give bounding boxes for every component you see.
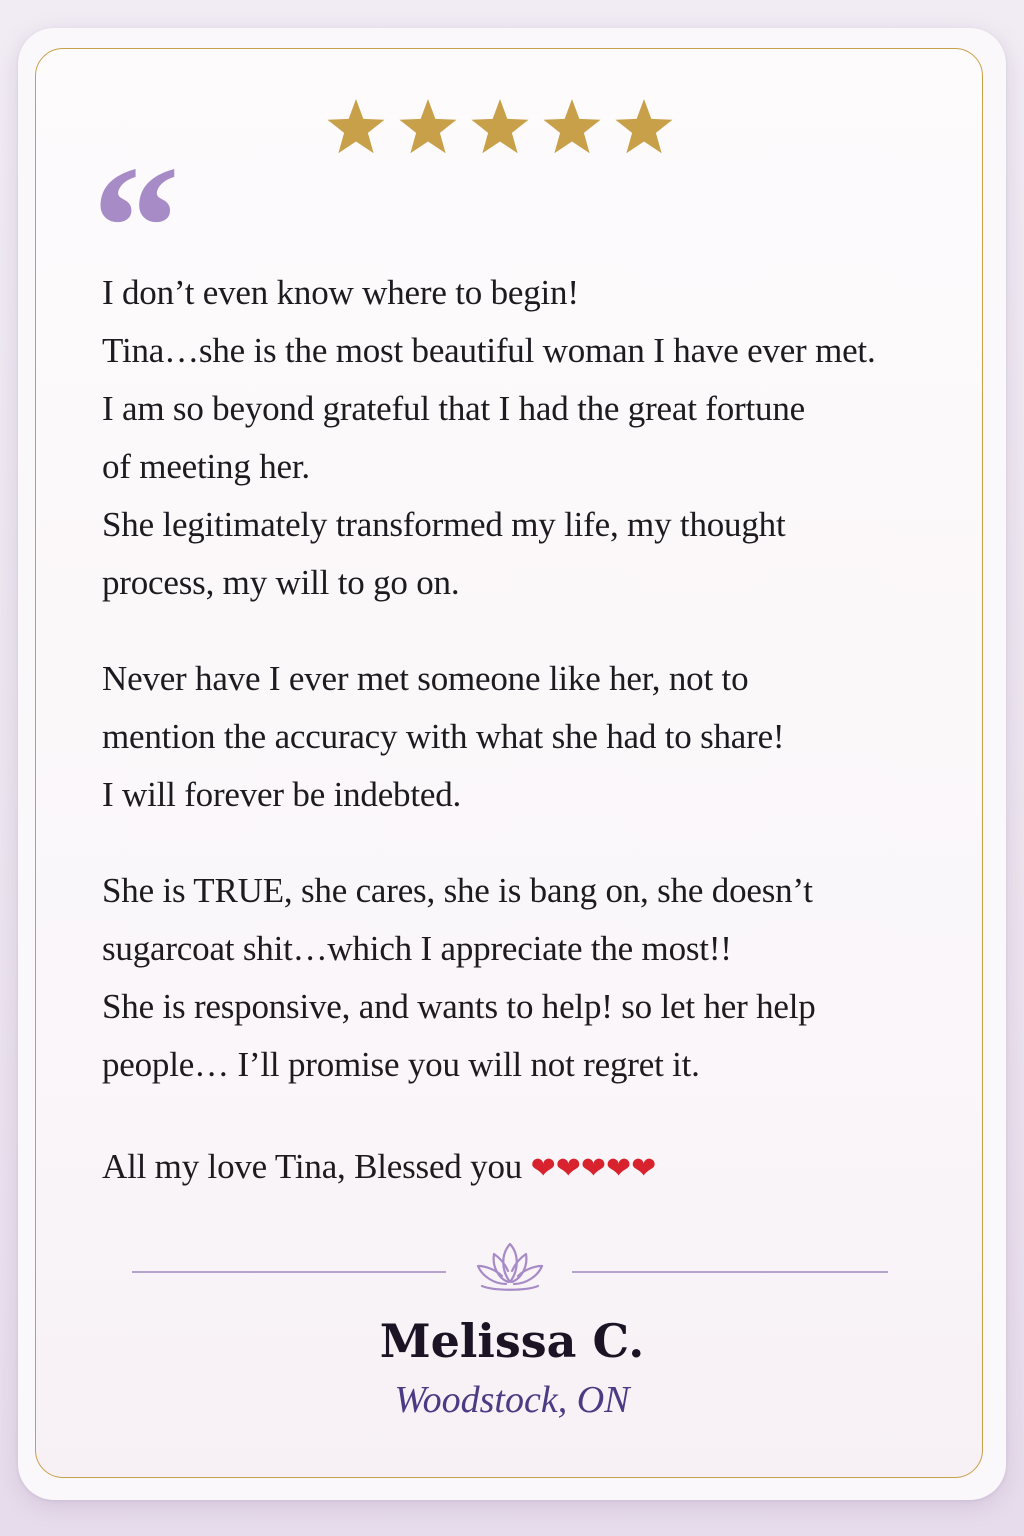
text-line: of meeting her. — [102, 447, 310, 486]
testimonial-paragraph-3 — [102, 862, 972, 1094]
text-line: mention the accuracy with what she had to share! — [102, 717, 785, 756]
text-line: Tina…she is the most beautiful woman I have ever met. — [102, 331, 876, 370]
star-icon — [469, 96, 531, 158]
testimonial-paragraph-2 — [102, 650, 972, 824]
quote-mark-icon: “ — [92, 130, 180, 325]
lotus-icon — [468, 1238, 552, 1294]
text-line: She is TRUE, she cares, she is bang on, she doesn’t — [102, 871, 813, 910]
star-icon — [613, 96, 675, 158]
author-name: Melissa C. — [379, 1314, 645, 1368]
testimonial-text — [102, 264, 972, 1198]
heart-icon: ❤❤❤❤❤ — [530, 1151, 657, 1186]
star-icon — [541, 96, 603, 158]
text-line: people… I’ll promise you will not regret it. — [102, 1045, 700, 1084]
text-line: process, my will to go on. — [102, 563, 460, 602]
text-line: Never have I ever met someone like her, not to — [102, 659, 749, 698]
testimonial-signoff — [102, 1138, 972, 1198]
divider-line-left — [132, 1271, 446, 1273]
star-icon — [325, 96, 387, 158]
testimonial-paragraph-1 — [102, 264, 972, 612]
text-line: sugarcoat shit…which I appreciate the most!! — [102, 929, 732, 968]
text-line: She legitimately transformed my life, my thought — [102, 505, 786, 544]
text-line: I don’t even know where to begin! — [102, 273, 579, 312]
divider-line-right — [572, 1271, 888, 1273]
text-line: I will forever be indebted. — [102, 775, 462, 814]
signoff-text: All my love Tina, Blessed you — [102, 1147, 523, 1186]
star-rating — [325, 96, 685, 158]
author-location: Woodstock, ON — [394, 1379, 630, 1421]
text-line: She is responsive, and wants to help! so let her help — [102, 987, 816, 1026]
star-icon — [397, 96, 459, 158]
text-line: I am so beyond grateful that I had the great fortune — [102, 389, 805, 428]
